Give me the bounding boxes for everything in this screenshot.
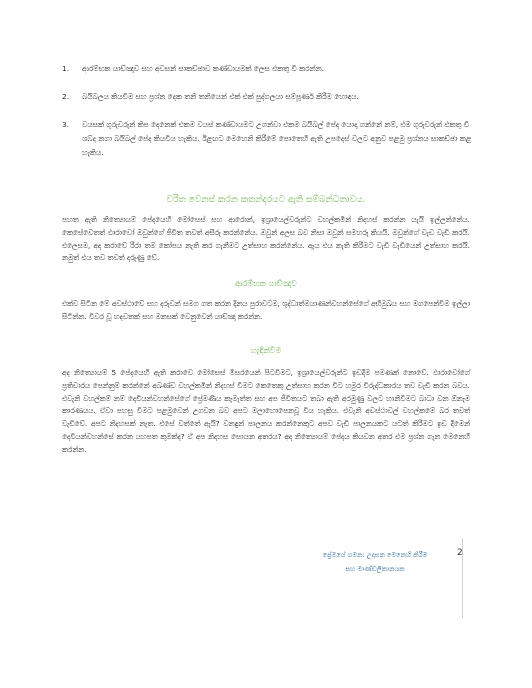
- section-heading-introduction: හැඳින්වීම: [250, 346, 282, 355]
- section-heading-connection: චරිත වෙනස් කරන කතන්දරයට ඇති සම්බන්ධතාවය.: [166, 195, 366, 205]
- prayer-paragraph: එක්ව සිටින මේ අවස්ථාවේ සහ දරුවන් සමග ගත කරන දිනය පුරාවටම, ශුද්ධාත්මයාණන්වහන්සේගේ අභිමුඛය සහ මගපෙන්වීම ඉල්ලා සිටින්න. විවර වූ හදවතක් සහ මනසක් වෙනුවෙන් යාච්ඤා කරන්න.: [62, 299, 470, 321]
- instruction-list: [62, 62, 472, 170]
- list-item: [62, 90, 472, 104]
- list-text: ආරම්භක යාච්ඤාව සහ අවසන් සාකච්ඡාව කණ්ඩායමක් ලෙස එකතු වී කරන්න.: [82, 64, 324, 73]
- page-number: 2: [457, 548, 463, 558]
- list-number: 2.: [62, 92, 70, 101]
- introduction-paragraph: අද නිත්‍යොයම් 5 පේදයෙහි ඇති කරාවෙ මෝසෙස් මීසරයෙන් පිටවීමට, ඉශ්‍රායෙල්වරුන්ට ඉඩදීම පමණක් නොවේ. ඵාරාවෝගේ ප්‍රතිචාරය පෙන්නුම් කරන්නේ අඛණ්ඩ වහල්කමින් නිදහස් වීමට කෙතෙකු උත්සාහ කරන විට හමුර විරුද්ධකාරය තව වැඩි කරන බවය. එවැනි වහල්කම් නම් දෙවියන්වහන්සේගේ ප්‍රේමණීය කැමැත්ත සහ අප ජීවිතයට තබා ඇති අරමුණු වලට හානිවීමට බාධා වන ඕනෑම කාරණයය. ඒවා පහසු වීමට පළමුවෙන් උගවන බව අපට මලාහොපෙනවූ විය හැකිය. එවැනි අවස්ථාවල් වහල්කමේ බර තවත් වැඩිවේ. අපට නිදහසක් නැත. එසේ වත්තේ ඇයි? වනඳුන් පාලනය කරන්නෙකුට අපව වැඩි පාලනයකට යටත් කිරීමට ඉඩ දීමෙන් දෙවියන්වහන්සේ කරන යහපත කුමක්ද? ඒ අප නිදහස සොයන අතරය? අද නිත්‍යොයම් පේදය කියවන අතර එම ප්‍රශ්න ගැන මෙනෙහි කරන්න.: [62, 368, 470, 454]
- list-item: [62, 118, 472, 160]
- list-text: වයසක් ගුරුවරුන් කිප දෙනෙක් එකම වයස් කණ්ඩායමට උගන්වා එකම බයිබල් පේද යොදා ගන්නේ නම්, එම ගුරුවරුන් එකතු වී ශබ්ද නගා බයිබල් පේද කියවිය හැකිය. ඊළඟට මෙහෙනි කිරීමේ පොතෙහි ඇති උපදෙස් වලට අනුව පළමු ප්‍රශ්නය සාකච්ඡා කළ හැකිය.: [82, 120, 472, 157]
- story-paragraph: පහත ඇති නිත්‍යොයම් පේදයෙහි මෝසෙස් සහ ආරොන්, ඉශ්‍රායෙල්වරුන්ට වහල්කමින් නිදහස් කරන්න යැයි ඉල්ලන්නේය. කෙසේවෙතත් ඵාරාවෝ ඔවුන්ගේ ජීවිත තවත් අසීරු කරන්නේය. ඔවුන් අලස බව නිසා ඔවුන් සමහරු කියයි. ඔවුන්ගේ වැඩ වැඩි කරයි. එලෙසම, අද කරාවේ රීරා තම කෝපය නැති කර ගැනීමට උත්සාහ කරන්නේය. ඇය එය නැති කිරීමට වැඩි වැඩියෙන් උත්සාහ කරයි. නමුත් එය තව තවත් දරුණු වේ.: [62, 215, 470, 263]
- list-item: [62, 62, 472, 76]
- footer-title: ප්‍රේමයේ ගමන: උදාසන මෙනෙහි කිරීම: [322, 551, 428, 559]
- list-number: 3.: [62, 120, 70, 129]
- page-footer: [300, 548, 450, 576]
- list-text: බයිබලය කියවීම සහ ප්‍රශ්න දෙක තනි තනියෙන් එක් එක් පුද්ගලයා සම්පූර්ණ කිරීම හොඳය.: [82, 92, 359, 101]
- list-number: 1.: [62, 64, 70, 73]
- section-heading-opening-prayer: ආරම්භක යාච්ඤාව: [235, 279, 297, 288]
- footer-subtitle: සහ මාණ්ඩලිකානයක: [345, 565, 405, 573]
